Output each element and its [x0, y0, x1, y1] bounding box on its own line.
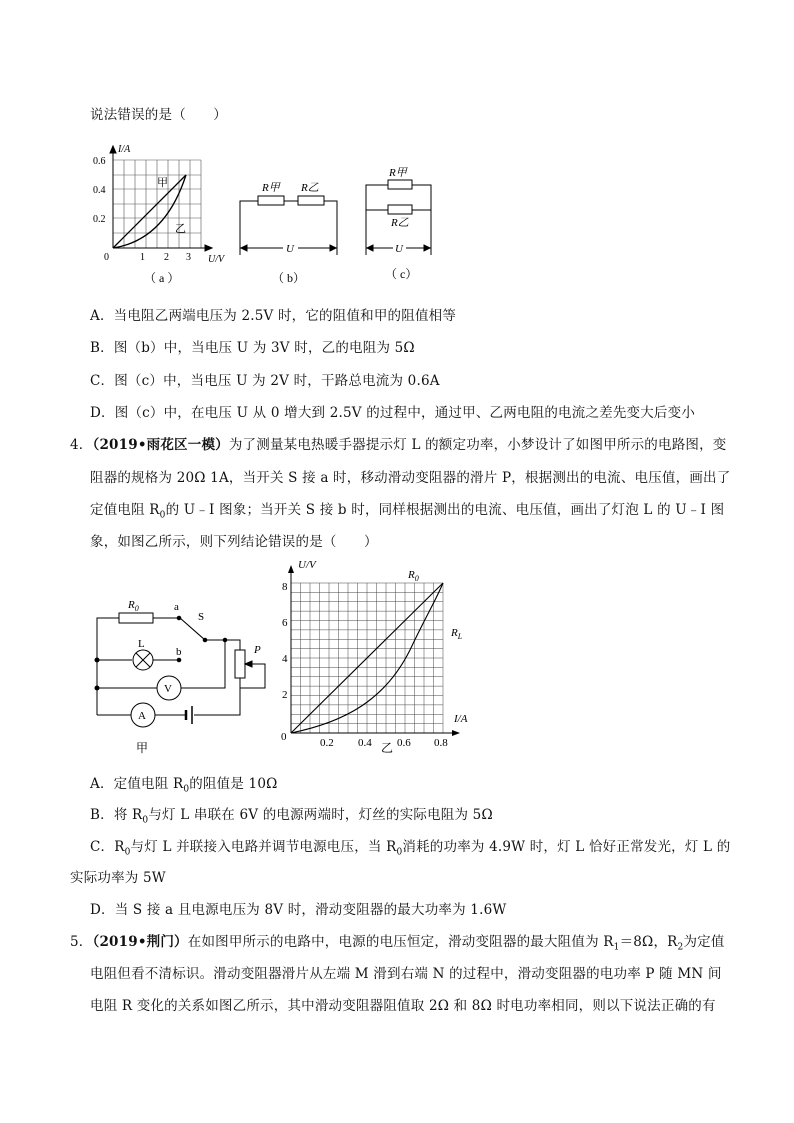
- graph-ytick: 0: [281, 731, 287, 743]
- q4-stem-line1: [70, 433, 727, 453]
- graph-ytick: 2: [282, 689, 288, 701]
- graph-xtick: 0.6: [397, 737, 411, 749]
- graph-xtick: 0.4: [358, 737, 372, 749]
- fig-a-curve-yi: 乙: [175, 223, 186, 235]
- q4-option-c-cont: 实际功率为 5W: [70, 870, 166, 886]
- fig-b-u: U: [286, 243, 294, 255]
- fig-a-ytick: 0.2: [93, 214, 106, 225]
- q4-stem-line2: 阻器的规格为 20Ω 1A，当开关 S 接 a 时，移动滑动变阻器的滑片 P，根据测出的电流、电压值，画出了: [90, 470, 731, 486]
- q3-option-a: A．当电阻乙两端电压为 2.5V 时，它的阻值和甲的阻值相等: [90, 308, 457, 324]
- q5-source: （2019•荆门）: [92, 934, 188, 950]
- fig-c-caption: （ c）: [385, 267, 418, 281]
- fig-c-r1: R甲: [389, 167, 407, 179]
- q4-stem-line4: 象，如图乙所示，则下列结论错误的是（ ）: [90, 534, 378, 550]
- q3-option-b: B．图（b）中，当电压 U 为 3V 时，乙的电阻为 5Ω: [90, 340, 415, 356]
- fig-a-ytick: 0.4: [93, 185, 106, 196]
- ammeter-a: A: [138, 710, 146, 722]
- fig-b-r2: R乙: [301, 182, 319, 194]
- fig-c-u: U: [395, 243, 403, 255]
- q3-option-c: C．图（c）中，当电压 U 为 2V 时，干路总电流为 0.6A: [90, 373, 440, 389]
- fig-c-r2: R乙: [391, 217, 409, 229]
- graph-xtick: 0.8: [434, 737, 448, 749]
- fig-a-caption: （ a ）: [144, 271, 180, 285]
- circuit-r0: $R_0$: [128, 599, 139, 613]
- q5-stem-line1: 5．（2019•荆门）在如图甲所示的电路中，电源的电压恒定，滑动变阻器的最大阻值为 $R_1=8\Omega$，$R_2$为定值: [70, 934, 725, 953]
- figure-a-graph: [110, 146, 212, 251]
- subscript: 0: [159, 510, 166, 521]
- circuit-s: S: [198, 611, 205, 623]
- fig-a-curve-jia: 甲: [157, 177, 168, 189]
- circuit-l: L: [138, 638, 145, 650]
- graph-ytick: 6: [282, 617, 288, 629]
- fig-b-caption: （ b）: [272, 271, 306, 285]
- q3-option-d: D．图（c）中，在电压 U 从 0 增大到 2.5V 的过程中，通过甲、乙两电阻的电流之差先变大后变小: [90, 405, 696, 421]
- q3-stem: 说法错误的是（ ）: [90, 107, 227, 123]
- q4-source: （2019•雨花区一模）: [92, 437, 229, 453]
- q4-number: 4．: [70, 437, 93, 453]
- q4-figures: [0, 555, 794, 775]
- graph-ytick: 8: [282, 581, 288, 593]
- circuit-caption: 甲: [136, 741, 149, 755]
- graph-xtick: 0.2: [320, 737, 334, 749]
- graph-xaxis: I/A: [454, 713, 468, 725]
- circuit-p: P: [254, 644, 261, 656]
- q4-option-c: C．$R_0$与灯 L 并联接入电路并调节电源电压，当 $R_0$消耗的功率为 4.9W 时，灯 L 恰好正常发光，灯 L 的: [90, 839, 731, 858]
- graph-rl-label: $R_L$: [451, 627, 463, 641]
- q4-stem-line3: [90, 498, 724, 521]
- graph-caption: 乙: [381, 741, 394, 755]
- circuit-a: a: [174, 601, 179, 613]
- figure-jia-circuit: [95, 613, 265, 727]
- fig-b-r1: R甲: [262, 182, 280, 194]
- q4-text: 的 U﹣I 图象；当开关 S 接 b 时，同样根据测出的电流、电压值，画出了灯泡 L 的 U﹣I 图: [165, 502, 725, 518]
- q4-option-a: A．定值电阻 $R_0$的阻值是 10Ω: [90, 776, 278, 795]
- fig-a-xtick: 2: [164, 252, 169, 263]
- fig-a-xtick: 3: [186, 252, 191, 263]
- figure-yi-graph: [288, 565, 460, 736]
- voltmeter-v: V: [164, 683, 172, 695]
- fig-a-xaxis: U/V: [208, 254, 225, 265]
- q5-stem-line2: 电阻但看不清标识。滑动变阻器滑片从左端 M 滑到右端 N 的过程中，滑动变阻器的电功率 P 随 MN 间: [90, 966, 722, 982]
- fig-a-xtick: 0: [104, 252, 109, 263]
- graph-yaxis: U/V: [298, 559, 316, 571]
- q4-text: 定值电阻 R: [90, 502, 160, 518]
- q5-stem-line3: 电阻 R 变化的关系如图乙所示，其中滑动变阻器阻值取 2Ω 和 8Ω 时电功率相同，则以下说法正确的有: [90, 998, 716, 1014]
- q4-option-b: B．将 $R_0$与灯 L 串联在 6V 的电源两端时，灯丝的实际电阻为 5Ω: [90, 807, 493, 826]
- fig-a-yaxis: I/A: [118, 144, 131, 155]
- fig-a-xtick: 1: [140, 252, 145, 263]
- q4-option-d: D．当 S 接 a 且电源电压为 8V 时，滑动变阻器的最大功率为 1.6W: [90, 902, 507, 918]
- graph-ytick: 4: [282, 653, 288, 665]
- q4-text: 为了测量某电热暖手器提示灯 L 的额定功率，小梦设计了如图甲所示的电路图，变: [228, 437, 727, 453]
- graph-r0-label: $R_0$: [408, 569, 419, 583]
- fig-a-ytick: 0.6: [93, 156, 106, 167]
- circuit-b: b: [176, 646, 182, 658]
- q5-number: 5．: [70, 934, 93, 950]
